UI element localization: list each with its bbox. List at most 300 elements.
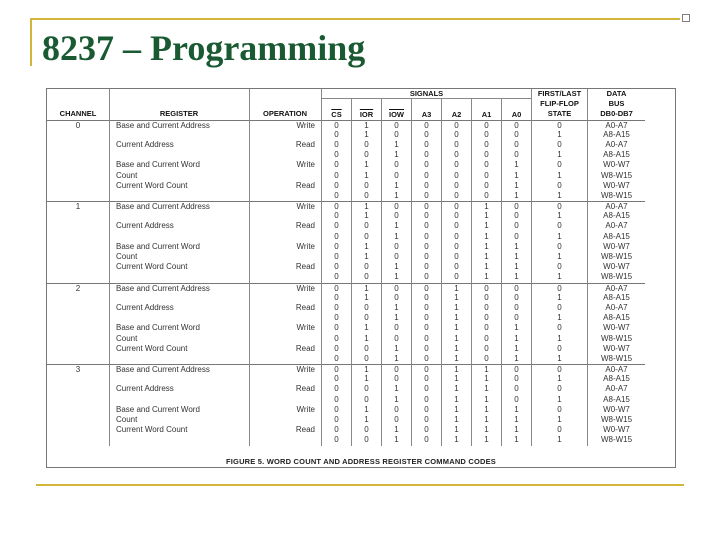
cs-cell: 0 <box>321 435 351 445</box>
register-cell: Base and Current Word <box>109 405 249 415</box>
a0-cell: 1 <box>501 262 531 272</box>
data-header-line3: DB0-DB7 <box>587 109 645 119</box>
a3-cell: 0 <box>411 415 441 425</box>
iow-cell: 0 <box>381 160 411 170</box>
data-bus-cell: W8-W15 <box>587 171 645 181</box>
channel-cell <box>47 313 109 323</box>
a2-cell: 1 <box>441 303 471 313</box>
a0-cell: 1 <box>501 354 531 364</box>
register-cell: Current Address <box>109 303 249 313</box>
a3-cell: 0 <box>411 313 441 323</box>
ff-state-cell: 1 <box>531 171 587 181</box>
a0-cell: 1 <box>501 160 531 170</box>
data-header-line1: DATA <box>587 89 645 99</box>
operation-cell: Write <box>249 242 321 252</box>
channel-cell <box>47 150 109 160</box>
a3-cell: 0 <box>411 303 441 313</box>
operation-cell: Read <box>249 221 321 231</box>
a2-cell: 1 <box>441 405 471 415</box>
iow-cell: 0 <box>381 171 411 181</box>
a1-cell: 0 <box>471 303 501 313</box>
data-bus-cell: W0-W7 <box>587 323 645 333</box>
a3-cell: 0 <box>411 232 441 242</box>
operation-cell: Write <box>249 323 321 333</box>
cs-cell: 0 <box>321 150 351 160</box>
slide-title: 8237 – Programming <box>42 28 366 68</box>
operation-cell <box>249 191 321 201</box>
ff-state-cell: 0 <box>531 221 587 231</box>
data-bus-cell: A0-A7 <box>587 303 645 313</box>
ff-state-cell: 1 <box>531 211 587 221</box>
a1-cell: 1 <box>471 425 501 435</box>
ff-state-cell: 0 <box>531 201 587 211</box>
channel-cell <box>47 344 109 354</box>
register-cell <box>109 293 249 303</box>
operation-cell: Read <box>249 425 321 435</box>
a1-cell: 0 <box>471 323 501 333</box>
iow-cell: 0 <box>381 293 411 303</box>
data-header-line2: BUS <box>587 99 645 109</box>
operation-cell: Read <box>249 303 321 313</box>
a3-cell: 0 <box>411 272 441 282</box>
ior-cell: 1 <box>351 415 381 425</box>
a3-cell: 0 <box>411 221 441 231</box>
data-bus-cell: W8-W15 <box>587 415 645 425</box>
operation-cell <box>249 232 321 242</box>
a3-cell: 0 <box>411 181 441 191</box>
ior-header: $\overline{IOR}$ <box>351 99 381 119</box>
a1-cell: 1 <box>471 405 501 415</box>
a1-cell: 0 <box>471 130 501 140</box>
iow-cell: 1 <box>381 181 411 191</box>
a2-cell: 0 <box>441 221 471 231</box>
a1-cell: 1 <box>471 262 501 272</box>
a3-cell: 0 <box>411 242 441 252</box>
iow-cell: 0 <box>381 120 411 130</box>
a2-cell: 0 <box>441 191 471 201</box>
data-bus-cell: A8-A15 <box>587 395 645 405</box>
ior-cell: 1 <box>351 334 381 344</box>
a3-cell: 0 <box>411 262 441 272</box>
a1-cell: 0 <box>471 293 501 303</box>
a3-cell: 0 <box>411 384 441 394</box>
ff-state-cell: 0 <box>531 283 587 293</box>
a2-cell: 1 <box>441 364 471 374</box>
ior-cell: 1 <box>351 160 381 170</box>
cs-cell: 0 <box>321 201 351 211</box>
data-bus-cell: W8-W15 <box>587 252 645 262</box>
cs-cell: 0 <box>321 211 351 221</box>
cs-cell: 0 <box>321 395 351 405</box>
data-bus-cell: A0-A7 <box>587 364 645 374</box>
cs-cell: 0 <box>321 323 351 333</box>
ff-header-line1: FIRST/LAST <box>531 89 587 99</box>
ior-cell: 0 <box>351 221 381 231</box>
a3-header: A3 <box>411 99 441 119</box>
a3-cell: 0 <box>411 323 441 333</box>
a0-cell: 0 <box>501 364 531 374</box>
data-bus-cell: W0-W7 <box>587 181 645 191</box>
ior-cell: 1 <box>351 130 381 140</box>
register-cell <box>109 191 249 201</box>
a2-cell: 0 <box>441 171 471 181</box>
a2-cell: 1 <box>441 395 471 405</box>
register-cell: Base and Current Address <box>109 283 249 293</box>
a2-cell: 1 <box>441 374 471 384</box>
register-cell: Count <box>109 334 249 344</box>
a1-cell: 1 <box>471 232 501 242</box>
a2-cell: 0 <box>441 130 471 140</box>
iow-cell: 1 <box>381 232 411 242</box>
iow-cell: 0 <box>381 415 411 425</box>
a0-cell: 0 <box>501 120 531 130</box>
data-bus-cell: A0-A7 <box>587 140 645 150</box>
operation-cell: Write <box>249 405 321 415</box>
channel-cell <box>47 130 109 140</box>
a0-cell: 0 <box>501 384 531 394</box>
a2-cell: 0 <box>441 272 471 282</box>
operation-header: OPERATION <box>262 109 308 119</box>
a1-cell: 0 <box>471 283 501 293</box>
channel-cell: 0 <box>47 120 109 130</box>
iow-cell: 0 <box>381 405 411 415</box>
ff-state-cell: 1 <box>531 415 587 425</box>
cs-cell: 0 <box>321 232 351 242</box>
a0-cell: 1 <box>501 171 531 181</box>
a0-cell: 0 <box>501 201 531 211</box>
a3-cell: 0 <box>411 395 441 405</box>
a0-cell: 1 <box>501 272 531 282</box>
a3-cell: 0 <box>411 405 441 415</box>
iow-cell: 1 <box>381 354 411 364</box>
ff-state-cell: 1 <box>531 374 587 384</box>
cs-cell: 0 <box>321 120 351 130</box>
cs-cell: 0 <box>321 364 351 374</box>
iow-cell: 0 <box>381 130 411 140</box>
a1-cell: 1 <box>471 435 501 445</box>
a0-cell: 0 <box>501 293 531 303</box>
a0-cell: 1 <box>501 323 531 333</box>
operation-cell: Read <box>249 262 321 272</box>
a2-header: A2 <box>441 99 471 119</box>
a0-cell: 1 <box>501 334 531 344</box>
a2-cell: 1 <box>441 344 471 354</box>
channel-cell <box>47 435 109 445</box>
iow-cell: 1 <box>381 435 411 445</box>
data-bus-cell: A8-A15 <box>587 150 645 160</box>
a1-cell: 0 <box>471 334 501 344</box>
register-cell <box>109 435 249 445</box>
register-cell: Current Word Count <box>109 262 249 272</box>
a3-cell: 0 <box>411 425 441 435</box>
a2-cell: 0 <box>441 160 471 170</box>
command-codes-table <box>46 88 676 468</box>
a1-cell: 0 <box>471 171 501 181</box>
signals-header: SIGNALS <box>321 89 531 99</box>
operation-cell: Write <box>249 120 321 130</box>
operation-cell <box>249 272 321 282</box>
operation-cell: Read <box>249 181 321 191</box>
channel-cell <box>47 211 109 221</box>
iow-cell: 0 <box>381 283 411 293</box>
iow-cell: 0 <box>381 334 411 344</box>
ff-state-cell: 1 <box>531 354 587 364</box>
cs-cell: 0 <box>321 293 351 303</box>
a0-cell: 1 <box>501 191 531 201</box>
register-cell <box>109 232 249 242</box>
ior-cell: 0 <box>351 384 381 394</box>
register-cell: Base and Current Address <box>109 364 249 374</box>
a0-cell: 1 <box>501 425 531 435</box>
data-bus-cell: W8-W15 <box>587 272 645 282</box>
operation-cell <box>249 374 321 384</box>
data-bus-cell: W0-W7 <box>587 262 645 272</box>
ior-cell: 1 <box>351 171 381 181</box>
a1-cell: 0 <box>471 120 501 130</box>
a1-cell: 1 <box>471 364 501 374</box>
figure-caption: FIGURE 5. WORD COUNT AND ADDRESS REGISTER COMMAND CODES <box>225 457 497 466</box>
a2-cell: 1 <box>441 334 471 344</box>
operation-cell <box>249 435 321 445</box>
a3-cell: 0 <box>411 334 441 344</box>
ff-state-cell: 1 <box>531 272 587 282</box>
ior-cell: 0 <box>351 262 381 272</box>
a3-cell: 0 <box>411 354 441 364</box>
operation-cell <box>249 211 321 221</box>
a3-cell: 0 <box>411 435 441 445</box>
a0-cell: 1 <box>501 435 531 445</box>
a3-cell: 0 <box>411 344 441 354</box>
register-cell: Base and Current Word <box>109 323 249 333</box>
iow-cell: 0 <box>381 201 411 211</box>
a2-cell: 0 <box>441 201 471 211</box>
a3-cell: 0 <box>411 283 441 293</box>
ff-state-cell: 0 <box>531 242 587 252</box>
register-cell: Base and Current Address <box>109 120 249 130</box>
cs-cell: 0 <box>321 130 351 140</box>
ff-state-cell: 1 <box>531 191 587 201</box>
a2-cell: 1 <box>441 323 471 333</box>
a1-cell: 1 <box>471 384 501 394</box>
a0-cell: 1 <box>501 405 531 415</box>
channel-cell <box>47 415 109 425</box>
a3-cell: 0 <box>411 211 441 221</box>
a0-cell: 0 <box>501 395 531 405</box>
a2-cell: 1 <box>441 354 471 364</box>
register-cell <box>109 211 249 221</box>
ff-state-cell: 1 <box>531 395 587 405</box>
data-bus-cell: A0-A7 <box>587 384 645 394</box>
channel-cell <box>47 354 109 364</box>
a0-cell: 1 <box>501 181 531 191</box>
table-grid <box>47 89 675 446</box>
a2-cell: 1 <box>441 313 471 323</box>
channel-cell: 1 <box>47 201 109 211</box>
operation-cell <box>249 293 321 303</box>
register-cell: Base and Current Word <box>109 242 249 252</box>
channel-cell: 3 <box>47 364 109 374</box>
a3-cell: 0 <box>411 120 441 130</box>
data-bus-cell: W0-W7 <box>587 405 645 415</box>
register-cell: Current Word Count <box>109 344 249 354</box>
ff-state-cell: 1 <box>531 334 587 344</box>
ior-cell: 0 <box>351 140 381 150</box>
register-cell: Count <box>109 252 249 262</box>
a1-cell: 1 <box>471 395 501 405</box>
data-bus-cell: A8-A15 <box>587 293 645 303</box>
ior-cell: 1 <box>351 211 381 221</box>
a0-cell: 0 <box>501 232 531 242</box>
a0-cell: 1 <box>501 344 531 354</box>
data-bus-cell: A8-A15 <box>587 130 645 140</box>
ff-state-cell: 1 <box>531 293 587 303</box>
data-bus-cell: W8-W15 <box>587 435 645 445</box>
data-bus-cell: A0-A7 <box>587 283 645 293</box>
a1-cell: 0 <box>471 160 501 170</box>
a0-cell: 0 <box>501 303 531 313</box>
channel-cell <box>47 425 109 435</box>
operation-cell <box>249 415 321 425</box>
register-cell <box>109 354 249 364</box>
data-bus-cell: W0-W7 <box>587 160 645 170</box>
a0-header: A0 <box>501 99 531 119</box>
register-cell <box>109 374 249 384</box>
ior-cell: 0 <box>351 395 381 405</box>
operation-cell: Write <box>249 160 321 170</box>
channel-cell <box>47 181 109 191</box>
channel-cell <box>47 140 109 150</box>
channel-cell <box>47 171 109 181</box>
iow-cell: 1 <box>381 150 411 160</box>
iow-cell: 0 <box>381 364 411 374</box>
ior-cell: 1 <box>351 293 381 303</box>
ff-state-cell: 1 <box>531 150 587 160</box>
data-bus-cell: W8-W15 <box>587 354 645 364</box>
a1-cell: 0 <box>471 344 501 354</box>
a1-cell: 0 <box>471 140 501 150</box>
register-cell: Base and Current Word <box>109 160 249 170</box>
data-bus-cell: A8-A15 <box>587 374 645 384</box>
iow-cell: 1 <box>381 384 411 394</box>
a3-cell: 0 <box>411 364 441 374</box>
register-cell <box>109 313 249 323</box>
data-bus-cell: A8-A15 <box>587 313 645 323</box>
ff-state-cell: 0 <box>531 160 587 170</box>
iow-cell: 0 <box>381 242 411 252</box>
ff-header-line2: FLIP-FLOP <box>531 99 587 109</box>
data-bus-cell: A0-A7 <box>587 221 645 231</box>
a1-cell: 0 <box>471 354 501 364</box>
channel-cell <box>47 232 109 242</box>
a1-header: A1 <box>471 99 501 119</box>
data-bus-cell: A8-A15 <box>587 232 645 242</box>
a0-cell: 0 <box>501 140 531 150</box>
data-bus-cell: W8-W15 <box>587 191 645 201</box>
decorative-bottom-line <box>36 484 684 486</box>
ior-cell: 0 <box>351 191 381 201</box>
data-bus-cell: W8-W15 <box>587 334 645 344</box>
a1-cell: 0 <box>471 181 501 191</box>
a2-cell: 0 <box>441 150 471 160</box>
register-cell <box>109 395 249 405</box>
ior-cell: 0 <box>351 425 381 435</box>
ff-state-cell: 1 <box>531 232 587 242</box>
data-bus-cell: W0-W7 <box>587 242 645 252</box>
channel-cell <box>47 262 109 272</box>
ior-cell: 0 <box>351 313 381 323</box>
cs-cell: 0 <box>321 262 351 272</box>
ior-cell: 0 <box>351 435 381 445</box>
channel-cell <box>47 221 109 231</box>
a0-cell: 0 <box>501 130 531 140</box>
a1-cell: 0 <box>471 150 501 160</box>
a0-cell: 0 <box>501 374 531 384</box>
a3-cell: 0 <box>411 160 441 170</box>
a1-cell: 1 <box>471 242 501 252</box>
a3-cell: 0 <box>411 150 441 160</box>
a2-cell: 1 <box>441 293 471 303</box>
a1-cell: 1 <box>471 211 501 221</box>
channel-cell <box>47 334 109 344</box>
ff-state-cell: 1 <box>531 252 587 262</box>
ff-state-cell: 0 <box>531 181 587 191</box>
iow-cell: 0 <box>381 252 411 262</box>
cs-cell: 0 <box>321 242 351 252</box>
iow-cell: 1 <box>381 272 411 282</box>
iow-cell: 0 <box>381 374 411 384</box>
a2-cell: 1 <box>441 384 471 394</box>
a0-cell: 1 <box>501 415 531 425</box>
cs-cell: 0 <box>321 334 351 344</box>
a3-cell: 0 <box>411 293 441 303</box>
operation-cell <box>249 171 321 181</box>
channel-cell <box>47 395 109 405</box>
a1-cell: 1 <box>471 221 501 231</box>
iow-cell: 1 <box>381 313 411 323</box>
a3-cell: 0 <box>411 252 441 262</box>
register-cell: Current Address <box>109 384 249 394</box>
ior-cell: 0 <box>351 232 381 242</box>
operation-cell: Read <box>249 384 321 394</box>
a2-cell: 0 <box>441 242 471 252</box>
ff-state-cell: 0 <box>531 364 587 374</box>
a2-cell: 0 <box>441 120 471 130</box>
cs-cell: 0 <box>321 405 351 415</box>
operation-cell <box>249 130 321 140</box>
data-bus-cell: W0-W7 <box>587 344 645 354</box>
channel-cell <box>47 160 109 170</box>
cs-cell: 0 <box>321 171 351 181</box>
operation-cell: Read <box>249 140 321 150</box>
iow-cell: 1 <box>381 344 411 354</box>
cs-cell: 0 <box>321 313 351 323</box>
operation-cell <box>249 150 321 160</box>
cs-cell: 0 <box>321 384 351 394</box>
ior-cell: 0 <box>351 344 381 354</box>
ff-state-cell: 0 <box>531 344 587 354</box>
register-cell: Current Word Count <box>109 425 249 435</box>
ior-cell: 0 <box>351 150 381 160</box>
iow-cell: 0 <box>381 323 411 333</box>
ior-cell: 1 <box>351 283 381 293</box>
cs-cell: 0 <box>321 374 351 384</box>
ior-cell: 1 <box>351 323 381 333</box>
register-cell <box>109 272 249 282</box>
ff-state-cell: 0 <box>531 140 587 150</box>
a0-cell: 0 <box>501 313 531 323</box>
channel-cell <box>47 405 109 415</box>
data-bus-cell: A8-A15 <box>587 211 645 221</box>
